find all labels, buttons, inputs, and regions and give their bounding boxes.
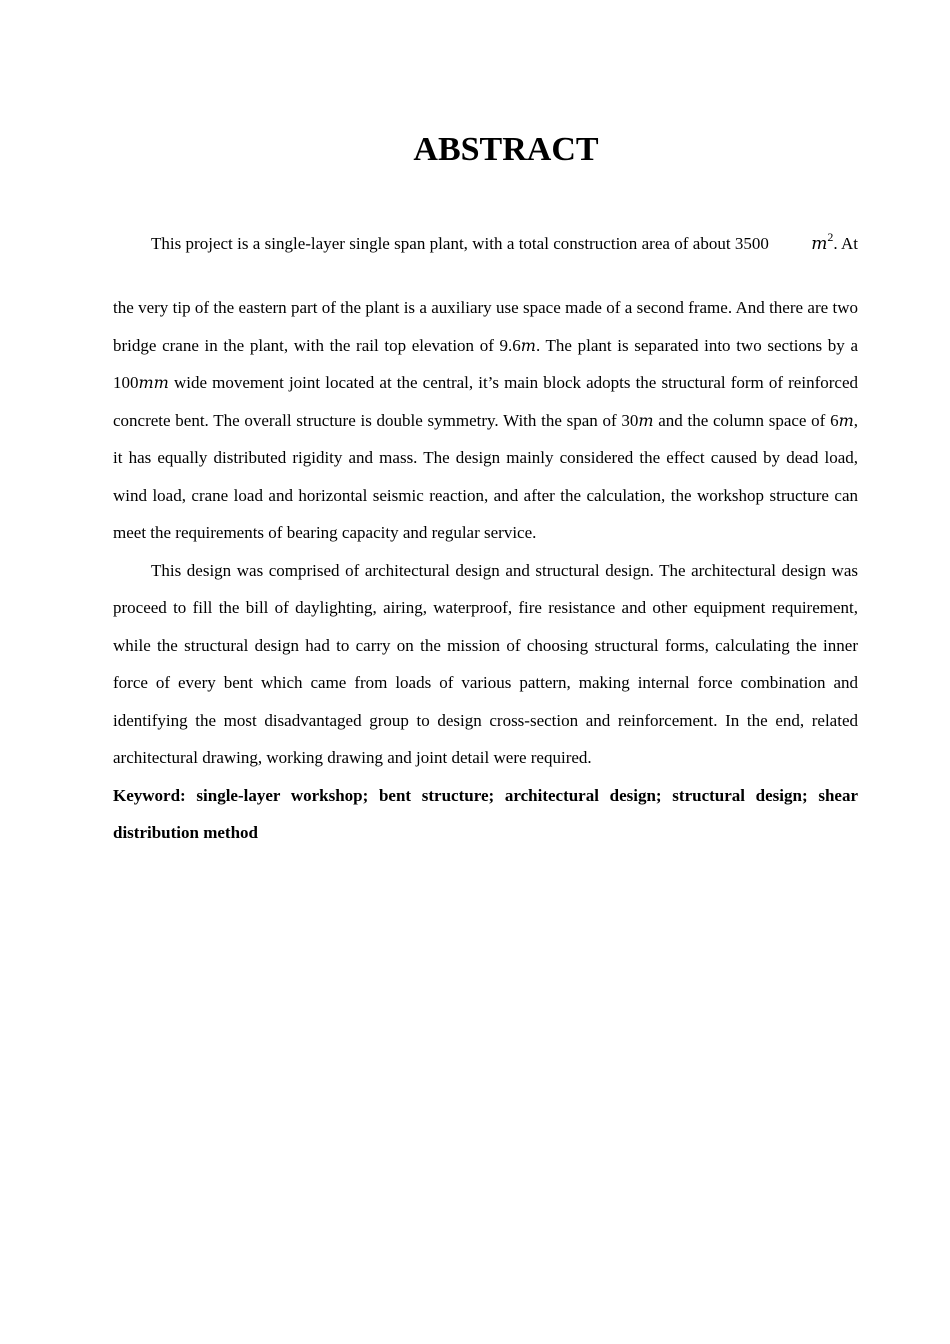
p1-text-5: and the column space of 6 — [653, 410, 839, 430]
unit-m-area: m — [811, 234, 828, 254]
abstract-body — [113, 192, 858, 852]
p1-text-2: . At the very tip of the eastern part of the plant is a auxiliary use space made of a second frame. And there are two bridge crane in the plant, with the rail top elevation of 9.6 — [113, 234, 858, 355]
p1-text-6: , it has equally distributed rigidity and mass. The design mainly considered the effect caused by dead load, wind load, crane load and horizontal seismic reaction, and after the calculation, the workshop structure can meet the requirements of bearing capacity and regular service. — [113, 410, 858, 542]
unit-m-span: m — [638, 410, 654, 430]
keywords: Keyword: single-layer workshop; bent structure; architectural design; structural design; shear distribution method — [113, 785, 858, 842]
unit-m-column: m — [838, 410, 854, 430]
unit-mm-joint: mm — [138, 373, 169, 392]
p1-text-4: wide movement joint located at the central, it’s main block adopts the structural form of reinforced concrete bent. The overall structure is double symmetry. With the span of 30 — [113, 373, 858, 430]
p1-text-1: This project is a single-layer single span plant, with a total construction area of about 3500 — [151, 234, 774, 253]
area-unit — [773, 192, 833, 289]
p1-text-3: . The plant is separated into two sections by a 100 — [113, 335, 858, 392]
page-title: ABSTRACT — [413, 131, 599, 168]
abstract-paragraph-1 — [113, 192, 858, 552]
superscript-2: 2 — [827, 230, 834, 244]
unit-m-elevation: m — [520, 335, 536, 355]
abstract-paragraph-2: This design was comprised of architectural design and structural design. The architectural design was proceed to fill the bill of daylighting, airing, waterproof, fire resistance and other equipment requirement, while the structural design had to carry on the mission of choosing structural forms, calculating the inner force of every bent which came from loads of various pattern, making internal force combination and identifying the most disadvantaged group to design cross-section and reinforcement. In the end, related architectural drawing, working drawing and joint detail were required. — [113, 560, 858, 767]
